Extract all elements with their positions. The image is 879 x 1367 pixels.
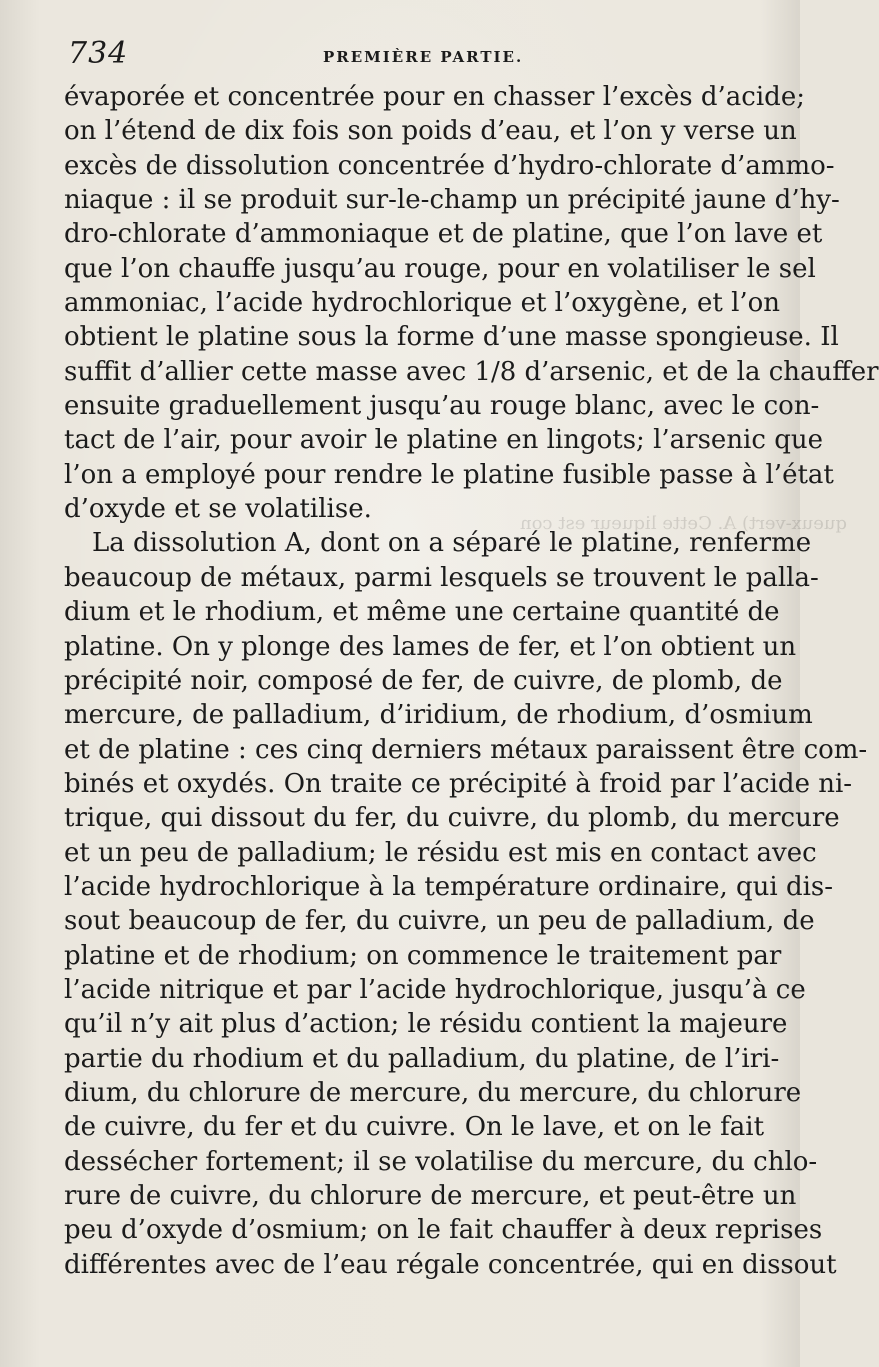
text-line: platine et de rhodium; on commence le traitement par	[64, 940, 782, 971]
paragraph-2	[64, 526, 868, 1282]
text-line: et un peu de palladium; le résidu est mis en contact avec	[64, 837, 817, 868]
text-line: l’acide nitrique et par l’acide hydrochlorique, jusqu’à ce	[64, 974, 806, 1005]
text-line: dium et le rhodium, et même une certaine quantité de	[64, 597, 780, 628]
text-line: évaporée et concentrée pour en chasser l’excès d’acide;	[64, 82, 805, 112]
text-line: binés et oxydés. On traite ce précipité à froid par l’acide ni-	[64, 768, 853, 799]
text-line: que l’on chauffe jusqu’au rouge, pour en volatiliser le sel	[64, 253, 816, 284]
body-text	[64, 80, 879, 1282]
text-line: dium, du chlorure de mercure, du mercure, du chlorure	[64, 1077, 802, 1108]
text-line: La dissolution A, dont on a séparé le platine, renferme	[92, 528, 812, 559]
text-line: sout beaucoup de fer, du cuivre, un peu de palladium, de	[64, 906, 815, 937]
text-line: précipité noir, composé de fer, de cuivre, de plomb, de	[64, 665, 783, 696]
text-line: tact de l’air, pour avoir le platine en lingots; l’arsenic que	[64, 425, 823, 456]
bleed-through-text: queux-vert) A. Cette liqueur est con	[520, 513, 847, 534]
text-line: et de platine : ces cinq derniers métaux paraissent être com-	[64, 734, 868, 765]
text-line: niaque : il se produit sur-le-champ un précipité jaune d’hy-	[64, 185, 840, 216]
text-line: partie du rhodium et du palladium, du platine, de l’iri-	[64, 1043, 780, 1074]
text-line: ammoniac, l’acide hydrochlorique et l’oxygène, et l’on	[64, 288, 781, 319]
text-line: obtient le platine sous la forme d’une masse spongieuse. Il	[64, 322, 839, 353]
text-line: différentes avec de l’eau régale concentrée, qui en dissout	[64, 1249, 837, 1280]
text-line: beaucoup de métaux, parmi lesquels se trouvent le palla-	[64, 562, 819, 593]
text-line: on l’étend de dix fois son poids d’eau, et l’on y verse un	[64, 116, 797, 147]
running-head: PREMIÈRE PARTIE.	[323, 48, 524, 66]
text-line: qu’il n’y ait plus d’action; le résidu contient la majeure	[64, 1009, 788, 1040]
text-line: dessécher fortement; il se volatilise du mercure, du chlo-	[64, 1146, 818, 1177]
text-line: de cuivre, du fer et du cuivre. On le lave, et on le fait	[64, 1112, 765, 1143]
text-line: rure de cuivre, du chlorure de mercure, et peut-être un	[64, 1181, 797, 1211]
text-line: ensuite graduellement jusqu’au rouge blanc, avec le con-	[64, 391, 820, 422]
text-line: dro-chlorate d’ammoniaque et de platine, que l’on lave et	[64, 219, 823, 250]
text-line: suffit d’allier cette masse avec 1/8 d’arsenic, et de la chauffer	[64, 356, 879, 387]
text-line: mercure, de palladium, d’iridium, de rhodium, d’osmium	[64, 700, 813, 731]
text-line: trique, qui dissout du fer, du cuivre, du plomb, du mercure	[64, 803, 840, 834]
text-line: d’oxyde et se volatilise.	[64, 494, 372, 525]
page-number: 734	[68, 36, 129, 71]
page-header	[68, 30, 768, 70]
text-line: excès de dissolution concentrée d’hydro-chlorate d’ammo-	[64, 150, 835, 181]
text-line: platine. On y plonge des lames de fer, et l’on obtient un	[64, 631, 797, 662]
text-line: l’acide hydrochlorique à la température ordinaire, qui dis-	[64, 871, 834, 902]
text-line: peu d’oxyde d’osmium; on le fait chauffer à deux reprises	[64, 1215, 823, 1246]
text-line: l’on a employé pour rendre le platine fusible passe à l’état	[64, 459, 834, 490]
